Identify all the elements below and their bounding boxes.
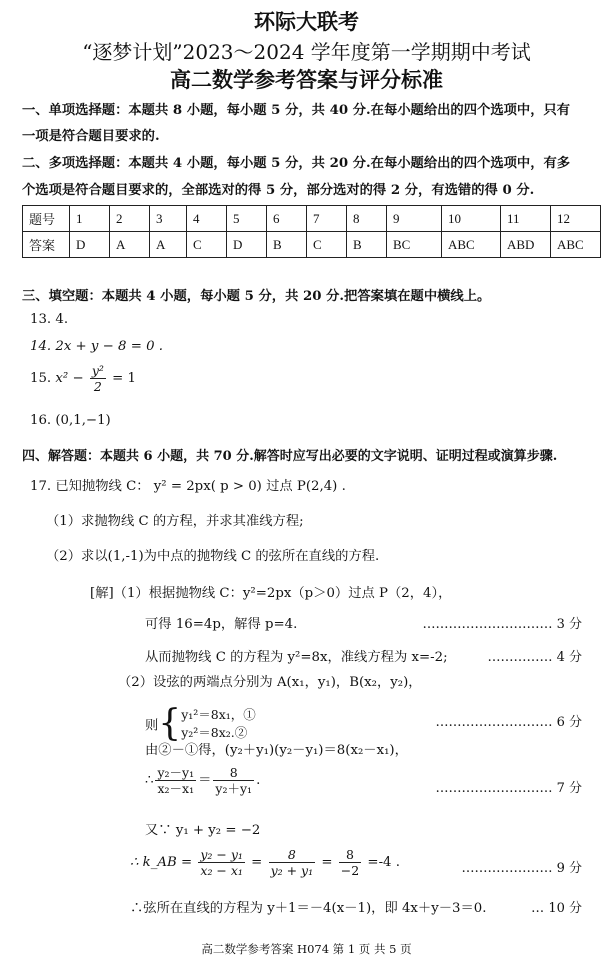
fraction-numerator: y² xyxy=(91,363,104,378)
fraction-numerator: 8 xyxy=(339,847,361,863)
answer-15-rhs: = 1 xyxy=(112,371,136,386)
fraction xyxy=(269,847,316,878)
section3-heading: 三、填空题：本题共 4 小题，每小题 5 分，共 20 分.把答案填在题中横线上。 xyxy=(22,289,491,304)
equals-sign: ＝ xyxy=(198,773,212,788)
score-4: …………… 4 分 xyxy=(487,650,582,665)
fraction-denominator: −2 xyxy=(340,863,360,878)
score-value: 4 分 xyxy=(556,650,582,665)
equation-1: y₁²＝8x₁，① xyxy=(181,707,256,722)
table-cell: BC xyxy=(387,232,442,258)
table-row-numbers xyxy=(23,206,601,232)
table-cell: ABD xyxy=(501,232,551,258)
fraction-numerator: y₂－y₁ xyxy=(157,765,195,780)
table-cell: 1 xyxy=(70,206,110,232)
fraction-denominator: y₂ + y₁ xyxy=(270,863,314,878)
slope-label: ∴ k_AB = xyxy=(130,855,193,870)
solution-line-6: 由②－①得，(y₂＋y₁)(y₂－y₁)＝8(x₂－x₁)， xyxy=(145,743,408,758)
fraction-denominator: x₂－x₁ xyxy=(157,781,195,796)
table-cell: 8 xyxy=(347,206,387,232)
equation-2: y₂²＝8x₂.② xyxy=(181,725,248,740)
answer-15 xyxy=(30,363,136,394)
solution-line-1: [解]（1）根据抛物线 C：y²=2px（p＞0）过点 P（2，4）， xyxy=(90,586,452,601)
fraction xyxy=(198,847,245,878)
score-value: 6 分 xyxy=(556,715,582,730)
section2-heading-line1: 二、多项选择题：本题共 4 小题，每小题 5 分，共 20 分.在每小题给出的四个选项中，有多 xyxy=(22,156,571,171)
solution-line-2: 可得 16=4p，解得 p=4. xyxy=(145,617,298,632)
system-prefix: 则 xyxy=(145,718,159,734)
question-17-part-2: （2）求以(1,-1)为中点的抛物线 C 的弦所在直线的方程. xyxy=(46,549,380,564)
table-cell: C xyxy=(187,232,227,258)
table-cell: 2 xyxy=(110,206,150,232)
therefore-symbol: ∴ xyxy=(145,773,154,788)
score-10: … 10 分 xyxy=(531,901,582,916)
fraction-denominator: x₂ − x₁ xyxy=(200,863,243,878)
table-cell: 11 xyxy=(501,206,551,232)
answer-16: 16. (0,1,−1) xyxy=(30,413,111,428)
slope-result: =-4 . xyxy=(367,855,400,870)
section4-heading: 四、解答题：本题共 6 小题，共 70 分.解答时应写出必要的文字说明、证明过程或演算步骤. xyxy=(22,449,558,464)
title-line-2: “逐梦计划”2023～2024 学年度第一学期期中考试 xyxy=(82,40,531,64)
table-cell: 7 xyxy=(307,206,347,232)
question-17-part-1: （1）求抛物线 C 的方程，并求其准线方程; xyxy=(46,514,304,529)
answer-15-fraction xyxy=(90,363,106,394)
answer-table xyxy=(22,205,601,258)
score-value: 3 分 xyxy=(556,617,582,632)
table-cell: 4 xyxy=(187,206,227,232)
table-cell: 3 xyxy=(150,206,187,232)
table-cell: A xyxy=(150,232,187,258)
solution-line-3: 从而抛物线 C 的方程为 y²=8x，准线方程为 x=-2; xyxy=(145,650,448,665)
fraction xyxy=(213,765,254,796)
fraction-numerator: 8 xyxy=(269,847,316,863)
score-9: ………………… 9 分 xyxy=(461,861,582,876)
table-cell: 10 xyxy=(442,206,501,232)
table-cell: C xyxy=(307,232,347,258)
title-line-1: 环际大联考 xyxy=(254,9,359,34)
table-cell: 5 xyxy=(227,206,267,232)
section1-heading-line1: 一、单项选择题：本题共 8 小题，每小题 5 分，共 40 分.在每小题给出的四个选项中，只有 xyxy=(22,103,571,118)
table-cell: B xyxy=(347,232,387,258)
table-row-answers xyxy=(23,232,601,258)
table-cell: ABC xyxy=(442,232,501,258)
score-3: ………………………… 3 分 xyxy=(422,617,582,632)
fraction-numerator: 8 xyxy=(213,765,254,781)
table-cell: D xyxy=(70,232,110,258)
score-6: ……………………… 6 分 xyxy=(435,715,582,730)
solution-line-8: 又∵ y₁ + y₂ = −2 xyxy=(145,823,261,838)
table-cell: 12 xyxy=(551,206,601,232)
answer-15-lhs: x² − xyxy=(55,371,84,386)
question-17: 17. 已知抛物线 C： y² = 2px( p > 0) 过点 P(2,4) . xyxy=(30,479,346,494)
period: . xyxy=(256,773,261,788)
table-cell: A xyxy=(110,232,150,258)
table-cell: B xyxy=(267,232,307,258)
solution-equation-system: 则{ y₁²＝8x₁，① y₂²＝8x₂.② xyxy=(145,703,256,744)
page-footer: 高二数学参考答案 H074 第 1 页 共 5 页 xyxy=(201,942,412,956)
score-value: 7 分 xyxy=(556,781,582,796)
score-7: ……………………… 7 分 xyxy=(435,781,582,796)
table-row-label: 题号 xyxy=(23,206,70,232)
fraction-denominator: y₂＋y₁ xyxy=(215,781,253,796)
answer-14: 14. 2x + y − 8 = 0 . xyxy=(30,339,164,354)
solution-line-7 xyxy=(145,765,260,796)
solution-line-10: ∴弦所在直线的方程为 y＋1＝－4(x－1)，即 4x＋y－3＝0. xyxy=(130,901,487,916)
answer-13: 13. 4. xyxy=(30,312,69,327)
solution-line-9: ∴ k_AB = $\frac{\text{y₂ − y₁}}{\text{x₂ − x₁}}$ = $\frac{8}{\text{y₂ + y₁}}$ = $\frac{8}{-2}$ =-4 . xyxy=(130,847,400,878)
table-cell: ABC xyxy=(551,232,601,258)
table-row-label: 答案 xyxy=(23,232,70,258)
title-line-3: 高二数学参考答案与评分标准 xyxy=(170,67,443,92)
score-value: 10 分 xyxy=(548,901,582,916)
answer-15-number: 15. xyxy=(30,371,52,386)
table-cell: 6 xyxy=(267,206,307,232)
fraction xyxy=(339,847,361,878)
section1-heading-line2: 一项是符合题目要求的. xyxy=(22,129,160,144)
table-cell: D xyxy=(227,232,267,258)
table-cell: 9 xyxy=(387,206,442,232)
fraction-denominator: 2 xyxy=(93,379,102,394)
score-value: 9 分 xyxy=(556,861,582,876)
solution-line-4: （2）设弦的两端点分别为 A(x₁，y₁)，B(x₂，y₂)， xyxy=(118,675,422,690)
fraction xyxy=(155,765,196,796)
section2-heading-line2: 个选项是符合题目要求的，全部选对的得 5 分，部分选对的得 2 分，有选错的得 0 分. xyxy=(22,183,535,198)
fraction-numerator: y₂ − y₁ xyxy=(200,847,243,862)
